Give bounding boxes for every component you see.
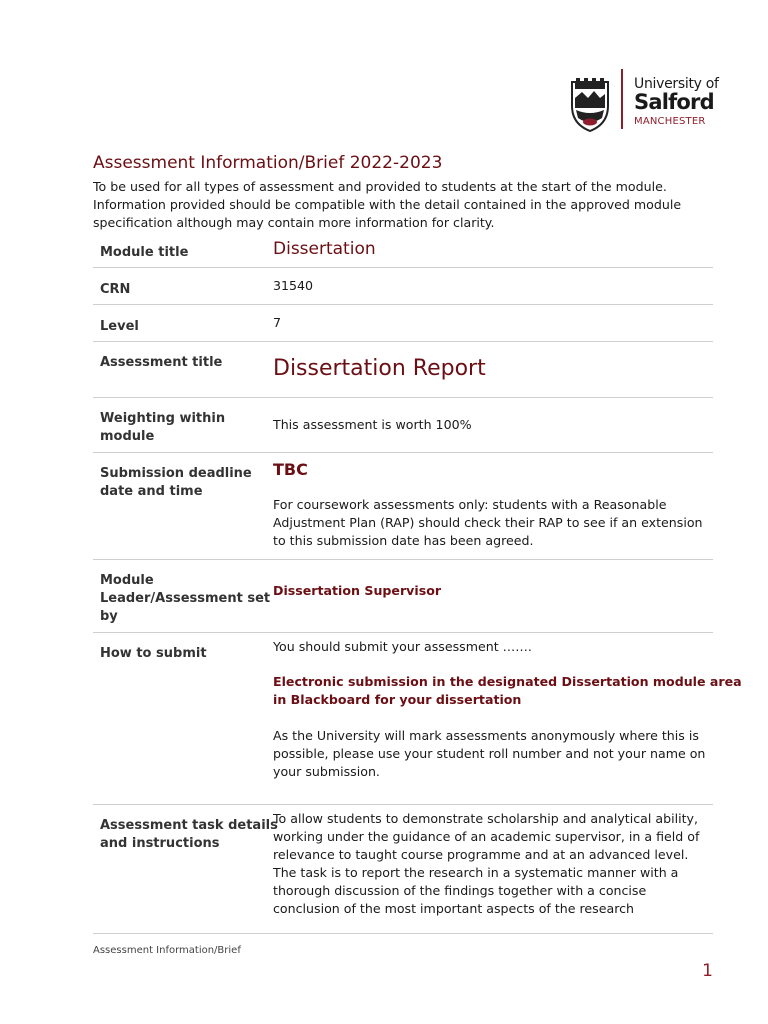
row-value xyxy=(273,459,713,550)
intro-line: Information provided should be compatible with the detail contained in the approved module xyxy=(93,197,682,212)
row-module-title xyxy=(93,231,713,268)
row-weighting xyxy=(93,398,713,453)
logo-line-university: University of xyxy=(634,76,719,92)
row-deadline xyxy=(93,453,713,560)
university-logo xyxy=(570,67,719,132)
row-label: Weighting within module xyxy=(100,411,226,444)
row-value xyxy=(273,355,713,383)
page-number: 1 xyxy=(702,961,713,981)
weighting-value: This assessment is worth 100% xyxy=(273,417,472,432)
row-label: Submission deadline date and time xyxy=(100,466,252,499)
logo-line-manchester: MANCHESTER xyxy=(634,116,706,127)
row-value xyxy=(273,314,713,332)
row-label: How to submit xyxy=(100,646,207,661)
footer-label: Assessment Information/Brief xyxy=(93,945,241,956)
footer-divider xyxy=(93,933,713,934)
logo-wordmark xyxy=(634,67,719,127)
university-crest-icon xyxy=(570,76,610,132)
row-label: Module title xyxy=(100,245,189,260)
anonymous-marking-note: As the University will mark assessments anonymously where this is possible, please use your student roll number and not your name on your submission. xyxy=(273,728,706,779)
row-value: To allow students to demonstrate scholarship and analytical ability, working under the guidance of an academic supervisor, in a field of relevance to taught course programme and at an advanced level. The task is to report the research in a systematic manner with a thorough discussion of the findings together with a concise conclusion of the most important aspects of the research xyxy=(273,811,700,916)
row-label: Assessment task details and instructions xyxy=(100,818,278,851)
row-assessment-title xyxy=(93,342,713,398)
assessment-info-table xyxy=(93,231,742,935)
page-title: Assessment Information/Brief 2022-2023 xyxy=(93,153,443,173)
intro-paragraph xyxy=(93,178,693,232)
row-value xyxy=(273,416,713,434)
row-label: Module Leader/Assessment set by xyxy=(100,573,271,624)
row-value xyxy=(273,277,713,295)
logo-line-salford: Salford xyxy=(634,90,714,114)
intro-line: specification although may contain more information for clarity. xyxy=(93,215,495,230)
deadline-value: TBC xyxy=(273,460,308,479)
module-title-value: Dissertation xyxy=(273,239,376,259)
row-value xyxy=(273,238,713,260)
logo-divider xyxy=(621,69,623,129)
assessment-title-value: Dissertation Report xyxy=(273,356,486,381)
module-leader-value: Dissertation Supervisor xyxy=(273,583,442,598)
row-how-to-submit xyxy=(93,633,742,805)
row-value xyxy=(273,638,742,781)
row-label: CRN xyxy=(100,282,131,297)
level-value: 7 xyxy=(273,315,282,330)
row-label: Level xyxy=(100,319,139,334)
row-module-leader xyxy=(93,560,713,633)
row-label: Assessment title xyxy=(100,355,223,370)
submit-intro: You should submit your assessment ……. xyxy=(273,639,532,654)
row-crn xyxy=(93,268,713,305)
intro-line: To be used for all types of assessment and provided to students at the start of the module. xyxy=(93,179,667,194)
rap-note: For coursework assessments only: students with a Reasonable Adjustment Plan (RAP) should check their RAP to see if an extension to this submission date has been agreed. xyxy=(273,497,703,548)
row-value xyxy=(273,582,713,600)
row-task-details xyxy=(93,805,713,935)
crn-value: 31540 xyxy=(273,278,314,293)
row-level xyxy=(93,305,713,342)
submission-method: Electronic submission in the designated Dissertation module area in Blackboard for your dissertation xyxy=(273,674,742,707)
